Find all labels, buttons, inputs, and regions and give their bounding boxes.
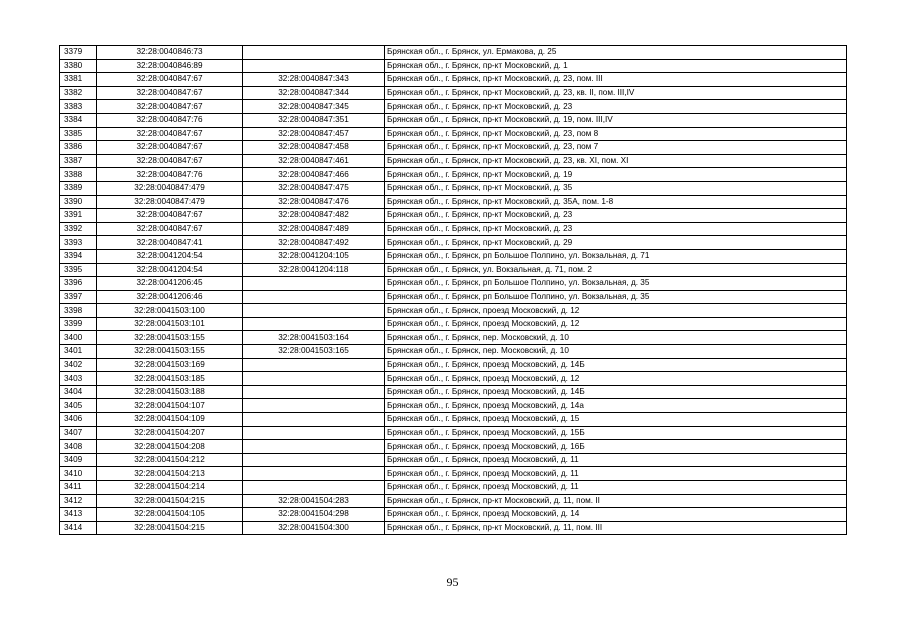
parcel-cadastral-number: 32:28:0041503:101 <box>97 317 243 331</box>
parcel-cadastral-number: 32:28:0040847:67 <box>97 73 243 87</box>
table-row <box>60 372 847 386</box>
row-number: 3383 <box>60 100 97 114</box>
parcel-cadastral-number: 32:28:0040847:479 <box>97 181 243 195</box>
address-cell: Брянская обл., г. Брянск, пр-кт Московский, д. 23, пом 8 <box>385 127 847 141</box>
parcel-cadastral-number: 32:28:0040847:41 <box>97 236 243 250</box>
parcel-cadastral-number: 32:28:0041504:215 <box>97 494 243 508</box>
object-cadastral-number: 32:28:0040847:475 <box>243 181 385 195</box>
table-row <box>60 521 847 535</box>
row-number: 3410 <box>60 467 97 481</box>
row-number: 3391 <box>60 209 97 223</box>
parcel-cadastral-number: 32:28:0040847:67 <box>97 100 243 114</box>
parcel-cadastral-number: 32:28:0041503:185 <box>97 372 243 386</box>
object-cadastral-number: 32:28:0040847:344 <box>243 86 385 100</box>
table-row <box>60 222 847 236</box>
address-cell: Брянская обл., г. Брянск, пр-кт Московский, д. 1 <box>385 59 847 73</box>
object-cadastral-number: 32:28:0041204:105 <box>243 249 385 263</box>
row-number: 3393 <box>60 236 97 250</box>
parcel-cadastral-number: 32:28:0041504:207 <box>97 426 243 440</box>
row-number: 3398 <box>60 304 97 318</box>
row-number: 3394 <box>60 249 97 263</box>
address-cell: Брянская обл., г. Брянск, проезд Московский, д. 14а <box>385 399 847 413</box>
parcel-cadastral-number: 32:28:0041504:107 <box>97 399 243 413</box>
row-number: 3402 <box>60 358 97 372</box>
object-cadastral-number: 32:28:0040847:457 <box>243 127 385 141</box>
object-cadastral-number <box>243 385 385 399</box>
object-cadastral-number: 32:28:0040847:351 <box>243 113 385 127</box>
object-cadastral-number <box>243 304 385 318</box>
table-row <box>60 467 847 481</box>
address-cell: Брянская обл., г. Брянск, пер. Московский, д. 10 <box>385 345 847 359</box>
table-row <box>60 249 847 263</box>
row-number: 3401 <box>60 345 97 359</box>
object-cadastral-number <box>243 426 385 440</box>
address-cell: Брянская обл., г. Брянск, пер. Московский, д. 10 <box>385 331 847 345</box>
object-cadastral-number <box>243 46 385 60</box>
object-cadastral-number <box>243 481 385 495</box>
object-cadastral-number: 32:28:0041204:118 <box>243 263 385 277</box>
object-cadastral-number: 32:28:0040847:458 <box>243 141 385 155</box>
row-number: 3406 <box>60 413 97 427</box>
object-cadastral-number: 32:28:0040847:461 <box>243 154 385 168</box>
table-row <box>60 46 847 60</box>
row-number: 3379 <box>60 46 97 60</box>
row-number: 3413 <box>60 508 97 522</box>
object-cadastral-number <box>243 440 385 454</box>
address-cell: Брянская обл., г. Брянск, пр-кт Московский, д. 19, пом. III,IV <box>385 113 847 127</box>
table-row <box>60 440 847 454</box>
table-row <box>60 453 847 467</box>
address-cell: Брянская обл., г. Брянск, пр-кт Московский, д. 23 <box>385 209 847 223</box>
table-row <box>60 413 847 427</box>
address-cell: Брянская обл., г. Брянск, ул. Вокзальная, д. 71, пом. 2 <box>385 263 847 277</box>
row-number: 3412 <box>60 494 97 508</box>
object-cadastral-number: 32:28:0041504:283 <box>243 494 385 508</box>
parcel-cadastral-number: 32:28:0040846:89 <box>97 59 243 73</box>
object-cadastral-number: 32:28:0041504:300 <box>243 521 385 535</box>
address-cell: Брянская обл., г. Брянск, пр-кт Московский, д. 11, пом. III <box>385 521 847 535</box>
parcel-cadastral-number: 32:28:0040847:479 <box>97 195 243 209</box>
row-number: 3405 <box>60 399 97 413</box>
row-number: 3390 <box>60 195 97 209</box>
address-cell: Брянская обл., г. Брянск, рп Большое Полпино, ул. Вокзальная, д. 71 <box>385 249 847 263</box>
table-row <box>60 168 847 182</box>
table-row <box>60 127 847 141</box>
parcel-cadastral-number: 32:28:0041504:213 <box>97 467 243 481</box>
address-cell: Брянская обл., г. Брянск, проезд Московский, д. 14 <box>385 508 847 522</box>
parcel-cadastral-number: 32:28:0041204:54 <box>97 249 243 263</box>
object-cadastral-number: 32:28:0040847:476 <box>243 195 385 209</box>
address-cell: Брянская обл., г. Брянск, пр-кт Московский, д. 19 <box>385 168 847 182</box>
table-row <box>60 304 847 318</box>
table-row <box>60 508 847 522</box>
object-cadastral-number: 32:28:0041503:164 <box>243 331 385 345</box>
table-row <box>60 236 847 250</box>
parcel-cadastral-number: 32:28:0041206:45 <box>97 277 243 291</box>
object-cadastral-number <box>243 413 385 427</box>
row-number: 3382 <box>60 86 97 100</box>
address-cell: Брянская обл., г. Брянск, проезд Московский, д. 12 <box>385 304 847 318</box>
row-number: 3388 <box>60 168 97 182</box>
table-row <box>60 154 847 168</box>
parcel-cadastral-number: 32:28:0041504:208 <box>97 440 243 454</box>
address-cell: Брянская обл., г. Брянск, пр-кт Московский, д. 35 <box>385 181 847 195</box>
table-row <box>60 195 847 209</box>
table-row <box>60 317 847 331</box>
address-cell: Брянская обл., г. Брянск, проезд Московский, д. 14Б <box>385 358 847 372</box>
row-number: 3392 <box>60 222 97 236</box>
address-cell: Брянская обл., г. Брянск, пр-кт Московский, д. 11, пом. II <box>385 494 847 508</box>
parcel-cadastral-number: 32:28:0040847:76 <box>97 113 243 127</box>
object-cadastral-number: 32:28:0040847:482 <box>243 209 385 223</box>
object-cadastral-number <box>243 290 385 304</box>
parcel-cadastral-number: 32:28:0041504:105 <box>97 508 243 522</box>
page-number: 95 <box>446 575 459 589</box>
row-number: 3397 <box>60 290 97 304</box>
parcel-cadastral-number: 32:28:0041504:214 <box>97 481 243 495</box>
address-cell: Брянская обл., г. Брянск, проезд Московский, д. 16Б <box>385 440 847 454</box>
parcel-cadastral-number: 32:28:0040846:73 <box>97 46 243 60</box>
address-cell: Брянская обл., г. Брянск, рп Большое Полпино, ул. Вокзальная, д. 35 <box>385 290 847 304</box>
object-cadastral-number: 32:28:0040847:489 <box>243 222 385 236</box>
parcel-cadastral-number: 32:28:0041504:212 <box>97 453 243 467</box>
parcel-cadastral-number: 32:28:0040847:67 <box>97 127 243 141</box>
address-cell: Брянская обл., г. Брянск, пр-кт Московский, д. 23 <box>385 100 847 114</box>
parcel-cadastral-number: 32:28:0041503:155 <box>97 345 243 359</box>
object-cadastral-number <box>243 317 385 331</box>
row-number: 3386 <box>60 141 97 155</box>
address-cell: Брянская обл., г. Брянск, проезд Московский, д. 14Б <box>385 385 847 399</box>
row-number: 3396 <box>60 277 97 291</box>
address-cell: Брянская обл., г. Брянск, пр-кт Московский, д. 35А, пом. 1-8 <box>385 195 847 209</box>
parcel-cadastral-number: 32:28:0041503:155 <box>97 331 243 345</box>
row-number: 3411 <box>60 481 97 495</box>
parcel-cadastral-number: 32:28:0041206:46 <box>97 290 243 304</box>
row-number: 3380 <box>60 59 97 73</box>
table-row <box>60 113 847 127</box>
register-sheet <box>59 45 847 535</box>
address-cell: Брянская обл., г. Брянск, пр-кт Московский, д. 23, пом 7 <box>385 141 847 155</box>
table-row <box>60 181 847 195</box>
object-cadastral-number <box>243 453 385 467</box>
parcel-cadastral-number: 32:28:0040847:76 <box>97 168 243 182</box>
table-row <box>60 86 847 100</box>
row-number: 3387 <box>60 154 97 168</box>
parcel-cadastral-number: 32:28:0041504:109 <box>97 413 243 427</box>
object-cadastral-number <box>243 399 385 413</box>
table-row <box>60 290 847 304</box>
row-number: 3385 <box>60 127 97 141</box>
parcel-cadastral-number: 32:28:0041503:188 <box>97 385 243 399</box>
object-cadastral-number: 32:28:0041503:165 <box>243 345 385 359</box>
address-cell: Брянская обл., г. Брянск, проезд Московский, д. 15 <box>385 413 847 427</box>
table-row <box>60 358 847 372</box>
row-number: 3399 <box>60 317 97 331</box>
address-cell: Брянская обл., г. Брянск, проезд Московский, д. 11 <box>385 453 847 467</box>
table-row <box>60 141 847 155</box>
property-table <box>59 45 847 535</box>
table-row <box>60 399 847 413</box>
parcel-cadastral-number: 32:28:0040847:67 <box>97 141 243 155</box>
parcel-cadastral-number: 32:28:0040847:67 <box>97 86 243 100</box>
table-row <box>60 73 847 87</box>
object-cadastral-number: 32:28:0040847:345 <box>243 100 385 114</box>
parcel-cadastral-number: 32:28:0040847:67 <box>97 222 243 236</box>
row-number: 3408 <box>60 440 97 454</box>
address-cell: Брянская обл., г. Брянск, проезд Московский, д. 12 <box>385 317 847 331</box>
table-row <box>60 100 847 114</box>
object-cadastral-number: 32:28:0040847:466 <box>243 168 385 182</box>
object-cadastral-number <box>243 59 385 73</box>
table-row <box>60 426 847 440</box>
row-number: 3389 <box>60 181 97 195</box>
row-number: 3400 <box>60 331 97 345</box>
address-cell: Брянская обл., г. Брянск, рп Большое Полпино, ул. Вокзальная, д. 35 <box>385 277 847 291</box>
table-row <box>60 494 847 508</box>
row-number: 3414 <box>60 521 97 535</box>
address-cell: Брянская обл., г. Брянск, пр-кт Московский, д. 29 <box>385 236 847 250</box>
object-cadastral-number: 32:28:0040847:343 <box>243 73 385 87</box>
row-number: 3403 <box>60 372 97 386</box>
object-cadastral-number <box>243 467 385 481</box>
address-cell: Брянская обл., г. Брянск, пр-кт Московский, д. 23, кв. XI, пом. XI <box>385 154 847 168</box>
object-cadastral-number <box>243 358 385 372</box>
address-cell: Брянская обл., г. Брянск, проезд Московский, д. 12 <box>385 372 847 386</box>
table-row <box>60 331 847 345</box>
parcel-cadastral-number: 32:28:0041503:169 <box>97 358 243 372</box>
address-cell: Брянская обл., г. Брянск, пр-кт Московский, д. 23 <box>385 222 847 236</box>
parcel-cadastral-number: 32:28:0041503:100 <box>97 304 243 318</box>
parcel-cadastral-number: 32:28:0040847:67 <box>97 154 243 168</box>
object-cadastral-number: 32:28:0041504:298 <box>243 508 385 522</box>
table-row <box>60 59 847 73</box>
object-cadastral-number <box>243 372 385 386</box>
address-cell: Брянская обл., г. Брянск, пр-кт Московский, д. 23, пом. III <box>385 73 847 87</box>
row-number: 3384 <box>60 113 97 127</box>
row-number: 3407 <box>60 426 97 440</box>
table-row <box>60 345 847 359</box>
table-row <box>60 481 847 495</box>
property-table-body <box>60 46 847 535</box>
parcel-cadastral-number: 32:28:0041504:215 <box>97 521 243 535</box>
table-row <box>60 385 847 399</box>
parcel-cadastral-number: 32:28:0041204:54 <box>97 263 243 277</box>
object-cadastral-number: 32:28:0040847:492 <box>243 236 385 250</box>
table-row <box>60 277 847 291</box>
table-row <box>60 209 847 223</box>
address-cell: Брянская обл., г. Брянск, проезд Московский, д. 11 <box>385 467 847 481</box>
address-cell: Брянская обл., г. Брянск, проезд Московский, д. 11 <box>385 481 847 495</box>
parcel-cadastral-number: 32:28:0040847:67 <box>97 209 243 223</box>
row-number: 3395 <box>60 263 97 277</box>
address-cell: Брянская обл., г. Брянск, ул. Ермакова, д. 25 <box>385 46 847 60</box>
row-number: 3381 <box>60 73 97 87</box>
row-number: 3409 <box>60 453 97 467</box>
address-cell: Брянская обл., г. Брянск, проезд Московский, д. 15Б <box>385 426 847 440</box>
address-cell: Брянская обл., г. Брянск, пр-кт Московский, д. 23, кв. II, пом. III,IV <box>385 86 847 100</box>
table-row <box>60 263 847 277</box>
object-cadastral-number <box>243 277 385 291</box>
row-number: 3404 <box>60 385 97 399</box>
